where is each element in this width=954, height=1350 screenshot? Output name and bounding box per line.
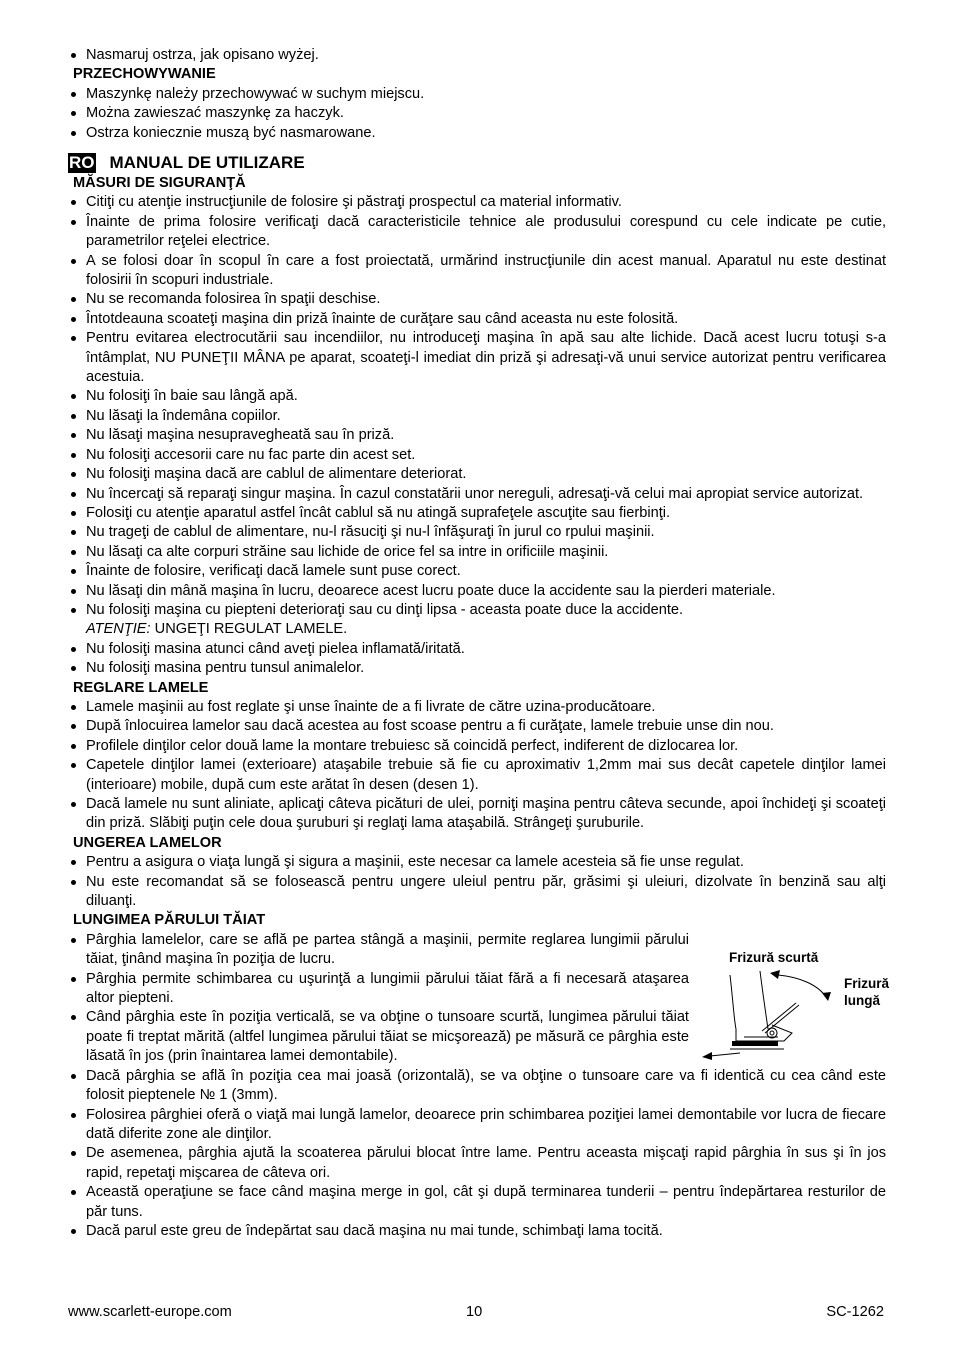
list-item: După înlocuirea lamelor sau dacă acestea au fost scoase pentru a fi curăţate, lamele trebuie unse din nou.: [68, 717, 886, 736]
list-item: A se folosi doar în scopul în care a fost proiectată, urmărind instrucţiunile din acest manual. Aparatul nu este destinat folosirii în scopuri industriale.: [68, 252, 886, 291]
safety-heading: MĂSURI DE SIGURANŢĂ: [73, 175, 246, 191]
pl-storage-heading: PRZECHOWYWANIE: [73, 66, 216, 83]
attention-label: ATENŢIE:: [86, 621, 151, 638]
oiling-heading: UNGEREA LAMELOR: [73, 834, 222, 851]
safety-list-2: [68, 640, 886, 679]
list-item: Înainte de prima folosire verificaţi dacă caracteristicile tehnice ale produsului corespund cu cele indicate pe cutie, parametrilor reţelei electrice.: [68, 213, 886, 252]
list-item: Nu folosiţi maşina dacă are cablul de alimentare deteriorat.: [68, 465, 886, 484]
clipper-drawing-icon: [700, 945, 900, 1070]
list-item: Nu lăsaţi din mână maşina în lucru, deoarece acest lucru poate duce la accidente sau la pierderi materiale.: [68, 582, 886, 601]
clipper-lever-figure: [700, 945, 900, 1070]
list-item: Maszynkę należy przechowywać w suchym miejscu.: [68, 85, 886, 104]
list-item: Nu folosiţi maşina cu piepteni deterioraţi sau cu dinţi lipsa - aceasta poate duce la accidente.: [68, 601, 886, 620]
figure-label-long-2: lungă: [844, 993, 880, 1008]
length-list-wide: [68, 1067, 886, 1242]
ro-body: [68, 174, 886, 1241]
section-title: [68, 153, 305, 173]
list-item: Nu lăsaţi la îndemâna copiilor.: [68, 407, 886, 426]
list-item: Înainte de folosire, verificaţi dacă lamele sunt puse corect.: [68, 562, 886, 581]
attention-text: UNGEŢI REGULAT LAMELE.: [150, 621, 348, 638]
list-item: Nu se recomanda folosirea în spaţii deschise.: [68, 290, 886, 309]
list-item: Można zawieszać maszynkę za haczyk.: [68, 104, 886, 123]
list-item: Dacă pârghia se află în poziţia cea mai joasă (orizontală), se va obţine o tunsoare care va fi identică cu cea când este folosit pieptenele № 1 (3mm).: [68, 1067, 886, 1106]
footer-model: SC-1262: [826, 1304, 884, 1320]
list-item: Nu este recomandat să se folosească pentru ungere uleiul pentru păr, grăsimi şi uleiuri, dizolvate în benzină sau alţi diluanţi.: [68, 873, 886, 912]
language-badge: RO: [69, 153, 95, 172]
list-item: Ostrza koniecznie muszą być nasmarowane.: [68, 124, 886, 143]
pl-storage-list: [68, 85, 886, 143]
list-item: Această operaţiune se face când maşina merge in gol, cât şi după terminarea tunderii – pentru îndepărtarea resturilor de păr tuns.: [68, 1183, 886, 1222]
attention-note: [68, 620, 886, 639]
pl-item: Nasmaruj ostrza, jak opisano wyżej.: [68, 46, 886, 65]
list-item: Pentru evitarea electrocutării sau incendiilor, nu introduceţi maşina în apă sau alte lichide. Dacă acest lucru totuşi s-a întâmplat, NU PUNEŢII MÂNA pe aparat, scoateţi-l imediat din priză şi adresaţi-vă unui service autorizat pentru verificarea acestuia.: [68, 329, 886, 387]
list-item: Nu trageţi de cablul de alimentare, nu-l răsuciţi şi nu-l înfăşuraţi în jurul co rpului maşinii.: [68, 523, 886, 542]
figure-label-long-1: Frizură: [844, 976, 890, 991]
list-item: Pârghia lamelelor, care se află pe partea stângă a maşinii, permite reglarea lungimii părului tăiat, ţinând maşina în poziţia de lucru.: [68, 931, 689, 970]
list-item: Profilele dinţilor celor două lame la montare trebuiesc să coincidă perfect, indiferent de dizlocarea lor.: [68, 737, 886, 756]
list-item: Nu lăsaţi ca alte corpuri străine sau lichide de orice fel sa intre in orificiile maşinii.: [68, 543, 886, 562]
list-item: Capetele dinţilor lamei (exterioare) ataşabile trebuie să fie cu aproximativ 1,2mm mai sus decât capetele dinţilor lamei (interioare) mobile, după cum este arătat în desen (desen 1).: [68, 756, 886, 795]
list-item: Lamele maşinii au fost reglate şi unse înainte de a fi livrate de către uzina-producătoare.: [68, 698, 886, 717]
list-item: Nu folosiţi masina pentru tunsul animalelor.: [68, 659, 886, 678]
pl-section: [68, 46, 886, 143]
list-item: Nu încercaţi să reparaţi singur maşina. În cazul constatării unor nereguli, adresaţi-vă celui mai apropiat service autorizat.: [68, 485, 886, 504]
list-item: Nu folosiţi masina atunci când aveţi pielea inflamată/iritată.: [68, 640, 886, 659]
list-item: Nu folosiţi accesorii care nu fac parte din acest set.: [68, 446, 886, 465]
safety-list: [68, 193, 886, 620]
list-item: De asemenea, pârghia ajută la scoaterea părului blocat între lame. Pentru aceasta mişcaţi rapid pârghia în sus şi în jos rapid, repetaţi mişcarea de câteva ori.: [68, 1144, 886, 1183]
blades-list: [68, 698, 886, 834]
list-item: Pârghia permite schimbarea cu uşurinţă a lungimii părului tăiat fără a fi necesară ataşarea altor piepteni.: [68, 970, 689, 1009]
figure-label-short: Frizură scurtă: [729, 950, 819, 965]
footer-page-number: 10: [466, 1304, 483, 1320]
list-item: Când pârghia este în poziţia verticală, se va obţine o tunsoare scurtă, lungimea părului tăiat poate fi treptat mărită (altfel lungimea părului tăiat se micşorează) pe măsură ce pârghia este lăsată în jos (prin înaintarea lamei demontabile).: [68, 1008, 689, 1066]
list-item: Pentru a asigura o viaţa lungă şi sigura a maşinii, este necesar ca lamele acesteia să fie unse regulat.: [68, 853, 886, 872]
length-list-narrow: [68, 931, 689, 1067]
length-heading: LUNGIMEA PĂRULUI TĂIAT: [73, 912, 266, 929]
footer-website: www.scarlett-europe.com: [68, 1304, 232, 1320]
list-item: Folosiţi cu atenţie aparatul astfel încât cablul să nu atingă suprafeţele ascuţite sau fierbinţi.: [68, 504, 886, 523]
oiling-list: [68, 853, 886, 911]
section-title-text: MANUAL DE UTILIZARE: [109, 153, 305, 172]
list-item: Dacă parul este greu de îndepărtat sau dacă maşina nu mai tunde, schimbaţi lama tocită.: [68, 1222, 886, 1241]
list-item: Folosirea pârghiei oferă o viaţă mai lungă lamelor, deoarece prin schimbarea poziţiei lamei demontabile vor lucra de fiecare dată diferite zone ale dinţilor.: [68, 1106, 886, 1145]
list-item: Dacă lamele nu sunt aliniate, aplicaţi câteva picături de ulei, porniţi maşina pentru câteva secunde, apoi închideţi şi scoateţi din priză. Slăbiţi puţin cele doua şuruburi şi reglaţi lama ataşabilă. Strângeţi şuruburile.: [68, 795, 886, 834]
list-item: Întotdeauna scoateţi maşina din priză înainte de curăţare sau când aceasta nu este folosită.: [68, 310, 886, 329]
list-item: Nu lăsaţi maşina nesupravegheată sau în priză.: [68, 426, 886, 445]
list-item: Citiţi cu atenţie instrucţiunile de folosire şi păstraţi prospectul ca material informativ.: [68, 193, 886, 212]
list-item: Nu folosiţi în baie sau lângă apă.: [68, 387, 886, 406]
blades-heading: REGLARE LAMELE: [73, 679, 209, 696]
